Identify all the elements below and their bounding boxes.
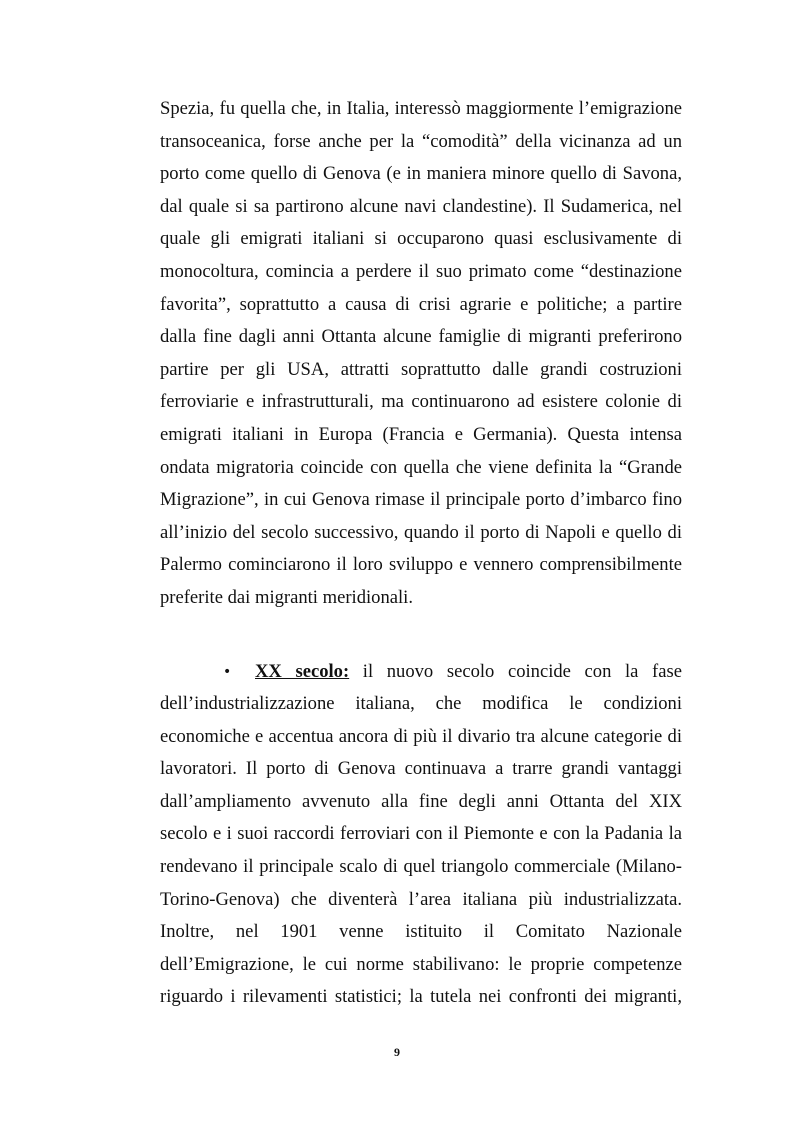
text-line: ondata migratoria coincide con quella che viene definita la “Grande <box>160 456 682 478</box>
text-line: riguardo i rilevamenti statistici; la tutela nei confronti dei migranti, <box>160 986 682 1008</box>
text-line: porto come quello di Genova (e in maniera minore quello di Savona, <box>160 163 682 185</box>
text-line: dell’industrializzazione italiana, che modifica le condizioni <box>160 693 682 715</box>
section-xx-secolo <box>160 656 682 1015</box>
text-line: rendevano il principale scalo di quel triangolo commerciale (Milano- <box>160 856 682 878</box>
text-line: Palermo cominciarono il loro sviluppo e vennero comprensibilmente <box>160 554 682 576</box>
text-line: dell’Emigrazione, le cui norme stabilivano: le proprie competenze <box>160 953 682 975</box>
text-line: emigrati italiani in Europa (Francia e Germania). Questa intensa <box>160 423 682 445</box>
text-line: Spezia, fu quella che, in Italia, interessò maggiormente l’emigrazione <box>160 98 682 119</box>
bullet-item <box>160 656 682 689</box>
text-line: favorita”, soprattutto a causa di crisi agrarie e politiche; a partire <box>160 293 682 315</box>
text-line: il nuovo secolo coincide con la fase <box>349 660 682 682</box>
text-line: preferite dai migranti meridionali. <box>160 586 413 608</box>
page-number: 9 <box>394 1045 400 1059</box>
text-line: dal quale si sa partirono alcune navi clandestine). Il Sudamerica, nel <box>160 195 682 217</box>
text-line: secolo e i suoi raccordi ferroviari con il Piemonte e con la Padania la <box>160 823 682 845</box>
text-line: quale gli emigrati italiani si occuparono quasi esclusivamente di <box>160 228 682 250</box>
text-line: Torino-Genova) che diventerà l’area italiana più industrializzata. <box>160 888 682 910</box>
text-line: dalla fine dagli anni Ottanta alcune famiglie di migranti preferirono <box>160 326 682 348</box>
section-heading: XX secolo: <box>255 660 350 682</box>
text-line: monocoltura, comincia a perdere il suo primato come “destinazione <box>160 260 682 282</box>
text-line: all’inizio del secolo successivo, quando il porto di Napoli e quello di <box>160 521 682 543</box>
paragraph-1 <box>160 93 682 615</box>
paragraph-spacer <box>160 615 682 656</box>
text-line: partire per gli USA, attratti soprattutto dalle grandi costruzioni <box>160 358 682 380</box>
bullet-first-line <box>255 656 682 689</box>
text-line: transoceanica, forse anche per la “comodità” della vicinanza ad un <box>160 130 682 152</box>
text-line: economiche e accentua ancora di più il divario tra alcune categorie di <box>160 725 682 747</box>
body-text <box>160 93 682 1014</box>
text-line: lavoratori. Il porto di Genova continuava a trarre grandi vantaggi <box>160 758 682 780</box>
text-line: Inoltre, nel 1901 venne istituito il Comitato Nazionale <box>160 921 682 943</box>
text-line: Migrazione”, in cui Genova rimase il principale porto d’imbarco fino <box>160 489 682 511</box>
bullet-icon: • <box>223 663 232 680</box>
text-line: dall’ampliamento avvenuto alla fine degli anni Ottanta del XIX <box>160 790 682 812</box>
text-line: ferroviarie e infrastrutturali, ma continuarono ad esistere colonie di <box>160 391 682 413</box>
